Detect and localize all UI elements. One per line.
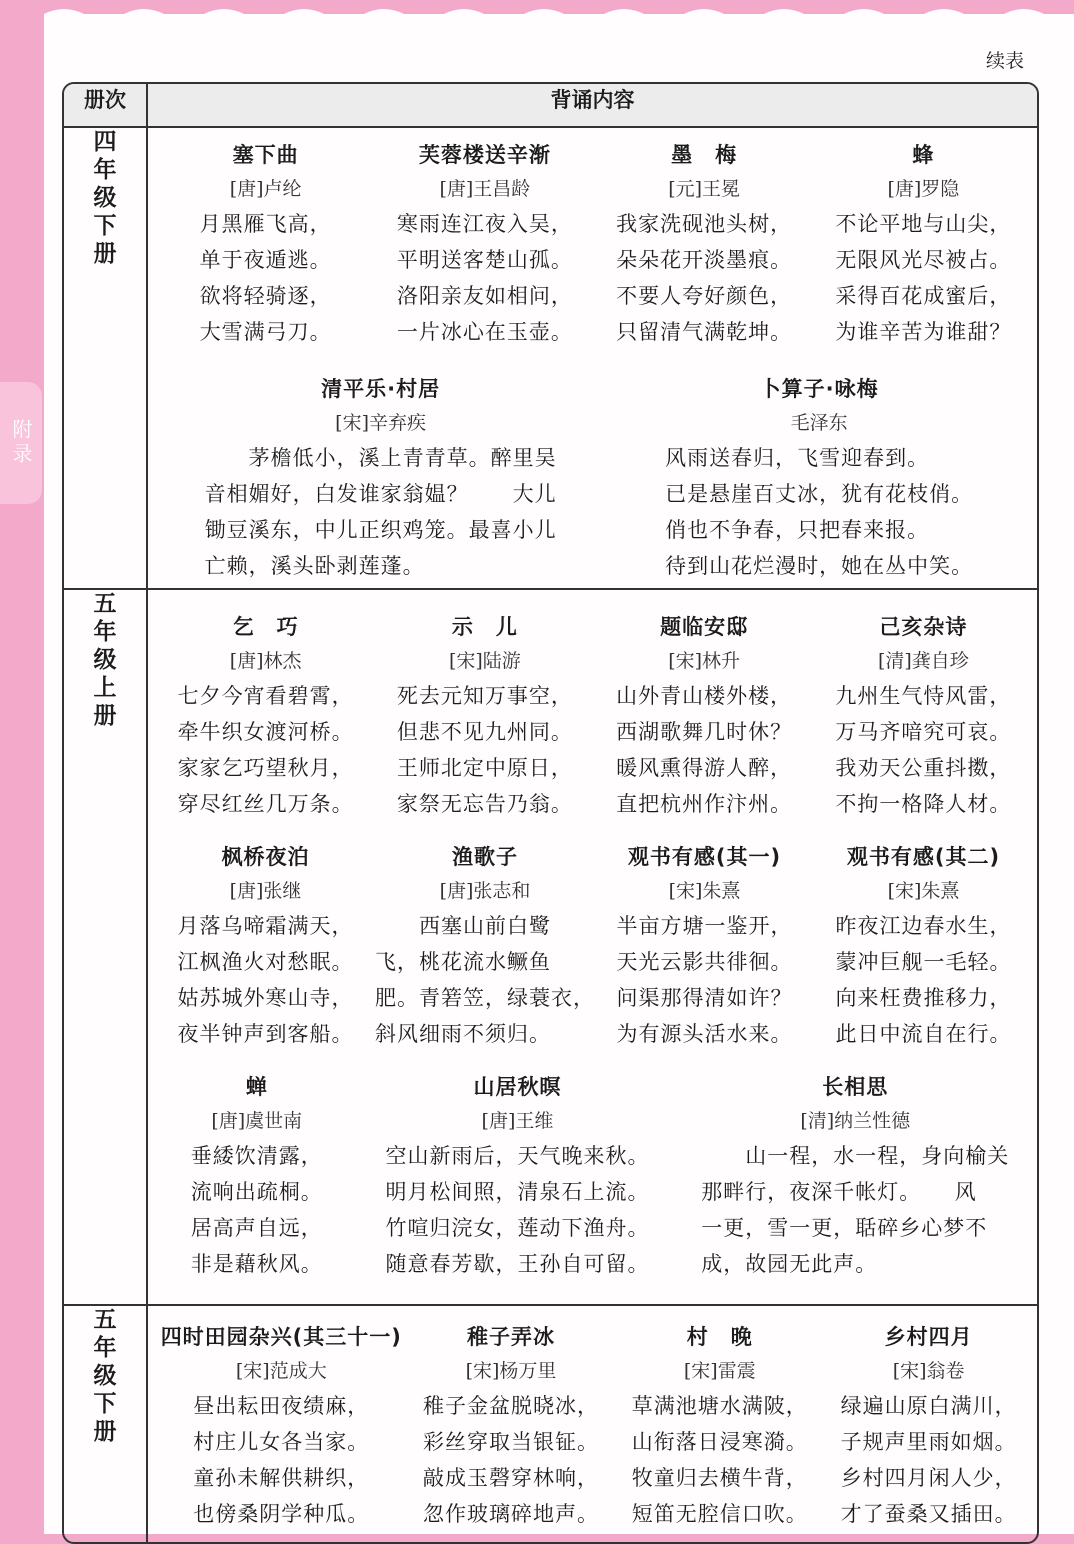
poem-row: [148, 350, 1037, 584]
poem-line: 江枫渔火对愁眠。: [177, 950, 354, 974]
poem-line: 子规声里雨如烟。: [840, 1430, 1017, 1454]
poem-author: [宋]杨万里: [465, 1360, 557, 1382]
content-cell: [148, 590, 1037, 1306]
poem-body: [357, 1138, 677, 1282]
poem-author: [宋]辛弃疾: [335, 412, 426, 434]
poem: [407, 1320, 616, 1532]
poem-line: 斜风细雨不须归。: [375, 1022, 551, 1046]
poem-line: 居高声自远，: [190, 1216, 323, 1240]
poem-author: [清]龚自珍: [877, 650, 969, 672]
poem-line: 牧童归去横牛背，: [631, 1466, 808, 1490]
poem-body: [665, 440, 973, 584]
poem-body: [615, 1388, 824, 1532]
poem-line: 一片冰心在玉壶。: [396, 320, 573, 344]
poem: [156, 610, 375, 822]
poem-line: 俏也不争春，只把春来报。: [665, 518, 930, 542]
poem-line: 寒雨连江夜入吴，: [396, 212, 573, 236]
poem: [605, 372, 1033, 584]
poem-line: 茅檐低小，溪上青青草。醉里吴: [204, 446, 557, 470]
poem: [156, 138, 375, 350]
poem-title: 卜算子·咏梅: [759, 377, 879, 401]
poem-line: 山衔落日浸寒漪。: [631, 1430, 808, 1454]
poem-line: 稚子金盆脱晓冰，: [422, 1394, 599, 1418]
poem: [595, 610, 814, 822]
poem-line: 昼出耘田夜绩麻，: [193, 1394, 370, 1418]
poem: [814, 138, 1033, 350]
poem-author: [宋]翁卷: [892, 1360, 965, 1382]
poem-line: 流响出疏桐。: [190, 1180, 323, 1204]
poem-line: 一更，雪一更，聒碎乡心梦不: [701, 1216, 988, 1240]
content-cell: [148, 1306, 1037, 1542]
header-content: 背诵内容: [148, 84, 1037, 128]
poem-line: 肥。青箬笠，绿蓑衣，: [375, 986, 595, 1010]
poem-line: 向来枉费推移力，: [835, 986, 1012, 1010]
poem-line: 风雨送春归，飞雪迎春到。: [665, 446, 930, 470]
poem-line: 蒙冲巨舰一毛轻。: [835, 950, 1012, 974]
poem-line: 为有源头活水来。: [616, 1022, 793, 1046]
section-row: [64, 590, 1037, 1306]
appendix-tab: [0, 382, 42, 504]
poem: [595, 840, 814, 1052]
grade-label: 四年级下册: [93, 129, 117, 267]
poem-line: 亡赖，溪头卧剥莲蓬。: [204, 554, 425, 578]
grade-cell: [64, 590, 148, 1306]
poem-line: 夜半钟声到客船。: [177, 1022, 354, 1046]
poem-row: [148, 822, 1037, 1052]
poem-body: [407, 1388, 616, 1532]
poem-author: [宋]朱熹: [887, 880, 960, 902]
poem-row: [148, 128, 1037, 350]
poem-line: 七夕今宵看碧霄，: [177, 684, 354, 708]
poem-body: [701, 1138, 1009, 1282]
poem-line: 朵朵花开淡墨痕。: [616, 248, 793, 272]
poem: [156, 1070, 357, 1282]
poem-line: 明月松间照，清泉石上流。: [385, 1180, 650, 1204]
poem-author: 毛泽东: [790, 412, 848, 434]
poem-title: 题临安邸: [660, 615, 749, 639]
poem-author: [唐]王维: [481, 1110, 554, 1132]
poem-line: 暖风熏得游人醉，: [616, 756, 793, 780]
poem-author: [唐]张志和: [439, 880, 531, 902]
poem-line: 非是藉秋风。: [190, 1252, 323, 1276]
poem-author: [宋]雷震: [683, 1360, 756, 1382]
poem-row: [148, 1052, 1037, 1282]
poem-title: 山居秋暝: [473, 1075, 562, 1099]
poem-row: [148, 590, 1037, 822]
poem-line: 我家洗砚池头树，: [616, 212, 793, 236]
poem-line: 西塞山前白鹭: [375, 914, 551, 938]
poem-line: 昨夜江边春水生，: [835, 914, 1012, 938]
poem-line: 只留清气满乾坤。: [616, 320, 793, 344]
poem-line: 采得百花成蜜后，: [835, 284, 1012, 308]
poem-line: 飞，桃花流水鳜鱼: [375, 950, 551, 974]
poem-line: 锄豆溪东，中儿正织鸡笼。最喜小儿: [204, 518, 557, 542]
poem-line: 竹喧归浣女，莲动下渔舟。: [385, 1216, 650, 1240]
poem-line: 已是悬崖百丈冰，犹有花枝俏。: [665, 482, 974, 506]
poem-body: [156, 908, 375, 1052]
poem-author: [宋]朱熹: [668, 880, 741, 902]
poem-line: 草满池塘水满陂，: [631, 1394, 808, 1418]
poem-line: 直把杭州作汴州。: [616, 792, 793, 816]
poem-line: 垂緌饮清露，: [190, 1144, 323, 1168]
poem-body: [595, 908, 814, 1052]
poem-title: 墨 梅: [671, 143, 738, 167]
poem-line: 成，故园无此声。: [701, 1252, 878, 1276]
poem-line: 死去元知万事空，: [396, 684, 573, 708]
poem: [375, 610, 594, 822]
poem: [156, 840, 375, 1052]
header-volume: 册次: [64, 84, 148, 128]
poem-author: [唐]虞世南: [211, 1110, 303, 1132]
poem-line: 山外青山楼外楼，: [616, 684, 793, 708]
poem: [814, 610, 1033, 822]
section-row: [64, 128, 1037, 590]
poem-line: 敲成玉磬穿林响，: [422, 1466, 599, 1490]
poem: [615, 1320, 824, 1532]
poem: [375, 138, 594, 350]
poem: [595, 138, 814, 350]
poem-line: 忽作玻璃碎地声。: [422, 1502, 599, 1526]
poem-line: 音相媚好，白发谁家翁媪？ 大儿: [204, 482, 557, 506]
poem-line: 牵牛织女渡河桥。: [177, 720, 354, 744]
poem-line: 山一程，水一程，身向榆关: [701, 1144, 1010, 1168]
poem-author: [唐]王昌龄: [439, 178, 531, 200]
poem-title: 村 晚: [686, 1325, 753, 1349]
poem-line: 彩丝穿取当银钲。: [422, 1430, 599, 1454]
poem-title: 乞 巧: [232, 615, 299, 639]
poem-line: 王师北定中原日，: [396, 756, 573, 780]
poem-body: [375, 206, 594, 350]
poem: [814, 840, 1033, 1052]
poem-line: 九州生气恃风雷，: [835, 684, 1012, 708]
poem-author: [唐]张继: [229, 880, 302, 902]
poem: [357, 1070, 677, 1282]
poem-body: [824, 1388, 1033, 1532]
poem: [156, 1320, 407, 1532]
poem-body: [156, 206, 375, 350]
poem-line: 平明送客楚山孤。: [396, 248, 573, 272]
poem-line: 绿遍山原白满川，: [840, 1394, 1017, 1418]
poem-line: 欲将轻骑逐，: [199, 284, 332, 308]
grade-cell: [64, 128, 148, 590]
poem-line: 月黑雁飞高，: [199, 212, 332, 236]
poem-body: [156, 678, 375, 822]
poem-body: [814, 206, 1033, 350]
poem-line: 不要人夸好颜色，: [616, 284, 793, 308]
poem-title: 观书有感(其二): [846, 845, 1001, 869]
poem-title: 清平乐·村居: [321, 377, 441, 401]
poem-body: [814, 908, 1033, 1052]
poem-line: 短笛无腔信口吹。: [631, 1502, 808, 1526]
poem-title: 示 儿: [451, 615, 518, 639]
poem-title: 乡村四月: [884, 1325, 973, 1349]
grade-label: 五年级上册: [93, 591, 117, 729]
poem-body: [595, 678, 814, 822]
poem-author: [宋]范成大: [235, 1360, 327, 1382]
poem-line: 姑苏城外寒山寺，: [177, 986, 354, 1010]
poem-body: [205, 440, 557, 584]
poem-author: [唐]卢纶: [229, 178, 302, 200]
poem-line: 半亩方塘一鉴开，: [616, 914, 793, 938]
poem-line: 不论平地与山尖，: [835, 212, 1012, 236]
grade-label: 五年级下册: [93, 1307, 117, 1445]
poem-line: 那畔行，夜深千帐灯。 风: [701, 1180, 977, 1204]
grade-cell: [64, 1306, 148, 1542]
poem-title: 蜂: [912, 143, 935, 167]
poem-line: 家家乞巧望秋月，: [177, 756, 354, 780]
poem-body: [595, 206, 814, 350]
poem: [677, 1070, 1033, 1282]
poem-body: [814, 678, 1033, 822]
poem-line: 西湖歌舞几时休？: [616, 720, 793, 744]
poem-line: 单于夜遁逃。: [199, 248, 332, 272]
poem-line: 天光云影共徘徊。: [616, 950, 793, 974]
poem-line: 空山新雨后，天气晚来秋。: [385, 1144, 650, 1168]
appendix-tab-label: 附录: [9, 419, 33, 467]
section-row: [64, 1306, 1037, 1542]
poem-title: 长相思: [822, 1075, 889, 1099]
poem-author: [唐]罗隐: [887, 178, 960, 200]
poem-line: 家祭无忘告乃翁。: [396, 792, 573, 816]
poem-line: 万马齐喑究可哀。: [835, 720, 1012, 744]
poem-line: 随意春芳歇，王孙自可留。: [385, 1252, 650, 1276]
poem-body: [156, 1388, 407, 1532]
poem-title: 枫桥夜泊: [221, 845, 310, 869]
poem-author: [宋]陆游: [448, 650, 521, 672]
poem-body: [156, 1138, 357, 1282]
poem-line: 为谁辛苦为谁甜？: [835, 320, 1012, 344]
poem-line: 但悲不见九州同。: [396, 720, 573, 744]
poem-line: 我劝天公重抖擞，: [835, 756, 1012, 780]
poem-title: 观书有感(其一): [627, 845, 782, 869]
poem-line: 才了蚕桑又插田。: [840, 1502, 1017, 1526]
poem: [156, 372, 605, 584]
poem-author: [元]王冕: [668, 178, 741, 200]
poem-line: 乡村四月闲人少，: [840, 1466, 1017, 1490]
poem-title: 塞下曲: [232, 143, 299, 167]
poem-body: [375, 908, 595, 1052]
poem-title: 稚子弄冰: [466, 1325, 555, 1349]
poem-line: 洛阳亲友如相问，: [396, 284, 573, 308]
poem-line: 问渠那得清如许？: [616, 986, 793, 1010]
poem: [375, 840, 595, 1052]
recitation-table: [62, 82, 1039, 1544]
poem-author: [唐]林杰: [229, 650, 302, 672]
poem-title: 四时田园杂兴(其三十一): [160, 1325, 402, 1349]
poem-line: 也傍桑阴学种瓜。: [193, 1502, 370, 1526]
poem-line: 村庄儿女各当家。: [193, 1430, 370, 1454]
poem-title: 渔歌子: [452, 845, 518, 869]
poem-title: 己亥杂诗: [879, 615, 968, 639]
poem-line: 月落乌啼霜满天，: [177, 914, 354, 938]
poem-line: 童孙未解供耕织，: [193, 1466, 370, 1490]
poem: [824, 1320, 1033, 1532]
poem-author: [宋]林升: [668, 650, 741, 672]
poem-line: 大雪满弓刀。: [199, 320, 332, 344]
poem-line: 待到山花烂漫时，她在丛中笑。: [665, 554, 974, 578]
poem-body: [375, 678, 594, 822]
poem-row: [148, 1306, 1037, 1532]
poem-title: 芙蓉楼送辛渐: [418, 143, 551, 167]
poem-line: 不拘一格降人材。: [835, 792, 1012, 816]
table-body: [64, 128, 1037, 1542]
content-cell: [148, 128, 1037, 590]
continued-label: 续表: [985, 50, 1024, 72]
poem-line: 无限风光尽被占。: [835, 248, 1012, 272]
poem-line: 此日中流自在行。: [835, 1022, 1012, 1046]
poem-author: [清]纳兰性德: [800, 1110, 911, 1132]
poem-title: 蝉: [245, 1075, 268, 1099]
poem-line: 穿尽红丝几万条。: [177, 792, 354, 816]
